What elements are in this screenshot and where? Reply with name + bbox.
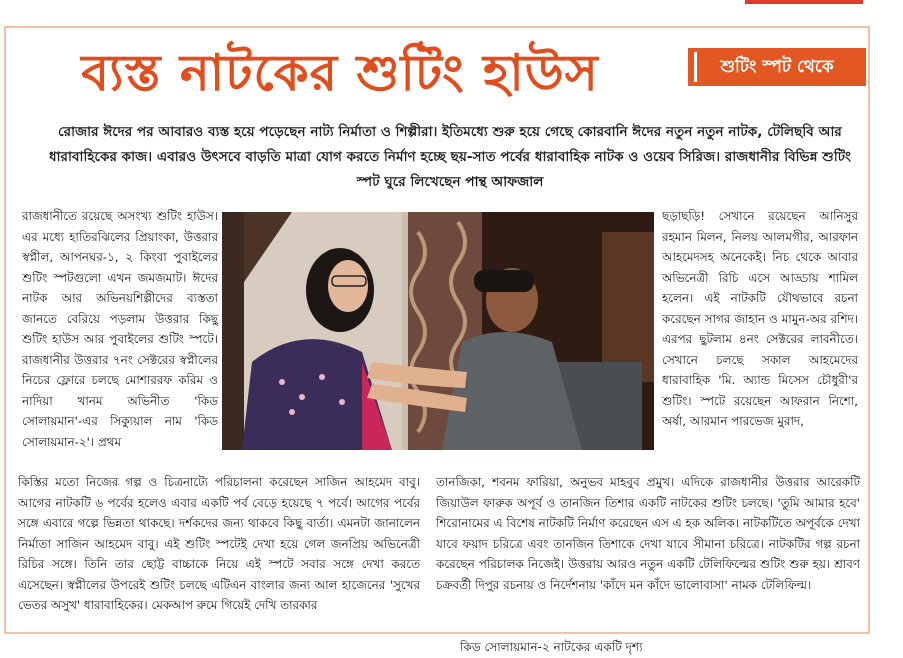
photo-scene	[222, 212, 654, 450]
body-column-right-top: ছড়াছড়ি! সেখানে রয়েছেন আনিসুর রহমান মিলন, নিলয় আলমগীর, আরফান আহমেদসহ অনেকেই। নিচ থেকে আবার অভিনেত্রী রিচি এসে আড্ডায় শামিল হলেন। এই নাটকটি যৌথভাবে রচনা করেছেন সাগর জাহান ও মামুন-অর রশিদ। এরপর ছুটলাম ৪নং সেক্টরের লাবনীতে। সেখানে চলছে সকাল আহমেদের ধারাবাহিক 'মি. অ্যান্ড মিসেস চৌধুরী'র শুটিং। স্পটে রয়েছেন আফরান নিশো, অর্ষা, আরমান পারভেজ মুরাদ,	[662, 209, 858, 428]
article-headline: ব্যস্ত নাটকের শুটিং হাউস	[81, 44, 599, 102]
article-intro	[46, 120, 854, 200]
section-badge: শুটিং স্পট থেকে	[688, 48, 866, 86]
top-accent-bar	[745, 0, 863, 4]
body-column-right-bottom: তানজিকা, শবনম ফারিয়া, অনুভব মাহবুব প্রমুখ। এদিকে রাজধানীর উত্তরার আরেকটি জিয়াউল ফারুক অপূর্ব ও তানজিন তিশার একটি নাটকের শুটিং চলছে। 'তুমি আমার হবে' শিরোনামের এ বিশেষ নাটকটি নির্মাণ করেছেন এস এ হক অলিক। নাটকটিতে অপূর্বকে দেখা যাবে ফয়াদ চরিত্রে এবং তানজিন তিশাকে দেখা যাবে সীমানা চরিত্রে। নাটকটির গল্প রচনা করেছেন পরিচালক নিজেই। উত্তরায় আরও নতুন একটি টেলিফিল্মের শুটিং শুরু হয়। শ্রাবণ চক্রবর্তী দিপুর রচনায় ও নির্দেশনায় 'কাঁদে মন কাঁদে ভালোবাসা' নামক টেলিফিল্ম।	[436, 475, 860, 592]
body-column-left-bottom: কিস্তির মতো নিজের গল্প ও চিত্রনাট্যে পরিচালনা করেছেন সাজিন আহমেদ বাবু। আগের নাটকটি ৬ পর্বের হলেও এবার একটি পর্ব বেড়ে হয়েছে ৭ পর্বে। আগের পর্বের সঙ্গে এবারে গল্পে ভিন্নতা থাকছে। দর্শকদের জন্য থাকবে কিছু বার্তা। এমনটা জানালেন নির্মাতা সাজিন আহমেদ বাবু। এই শুটিং স্পটেই দেখা হয়ে গেল জনপ্রিয় অভিনেত্রী রিচির সঙ্গে। তিনি তার ছোট্ট বাচ্চাকে নিয়ে এই স্পটে সবার সঙ্গে দেখা করতে এসেছেন। স্বপ্নীলের উপরেই শুটিং চলছে এটিএন বাংলার জন্য আল হাজেনের 'সুখের ভেতর অসুখ' ধারাবাহিকের। মেকআপ রুমে গিয়েই দেখি তারকার	[18, 475, 420, 612]
top-rule	[0, 0, 903, 6]
body-column-left-top: রাজধানীতে রয়েছে অসংখ্য শুটিং হাউস। এর মধ্যে হাতিরঝিলের প্রিয়াংকা, উত্তরার স্বপ্নীল, আপনঘর-১, ২ কিংবা পুবাইলের শুটিং স্পটগুলো এখন জমজমাট। ঈদের নাটক আর অভিনয়শিল্পীদের ব্যস্ততা জানতে বেরিয়ে পড়লাম উত্তরার কিছু শুটিং হাউস আর পুবাইলের শুটিং স্পটে। রাজধানীর উত্তরার ৭নং সেক্টরের স্বপ্নীলের নিচের ফ্লোরে চলছে মোশাররফ করিম ও নাদিয়া খানম অভিনীত 'কিড সোলায়মান'-এর সিক্যুয়াল নাম 'কিড সোলায়মান-২'। প্রথম	[22, 209, 218, 449]
photo-caption: কিড সোলায়মান-২ নাটকের একটি দৃশ্য	[450, 636, 722, 658]
author-name: পান্থ আফজাল	[465, 174, 544, 190]
intro-text: রোজার ঈদের পর আবারও ব্যস্ত হয়ে পড়েছেন নাট্য নির্মাতা ও শিল্পীরা। ইতিমধ্যে শুরু হয়ে গেছে কোরবানি ঈদের নতুন নতুন নাটক, টেলিছবি আর ধারাবাহিকের কাজ। এবারও উৎসবে বাড়তি মাত্রা যোগ করতে নির্মাণ হচ্ছে ছয়-সাত পর্বের ধারাবাহিক নাটক ও ওয়েব সিরিজ। রাজধানীর বিভিন্ন শুটিং স্পট ঘুরে লিখেছেন	[48, 124, 852, 190]
